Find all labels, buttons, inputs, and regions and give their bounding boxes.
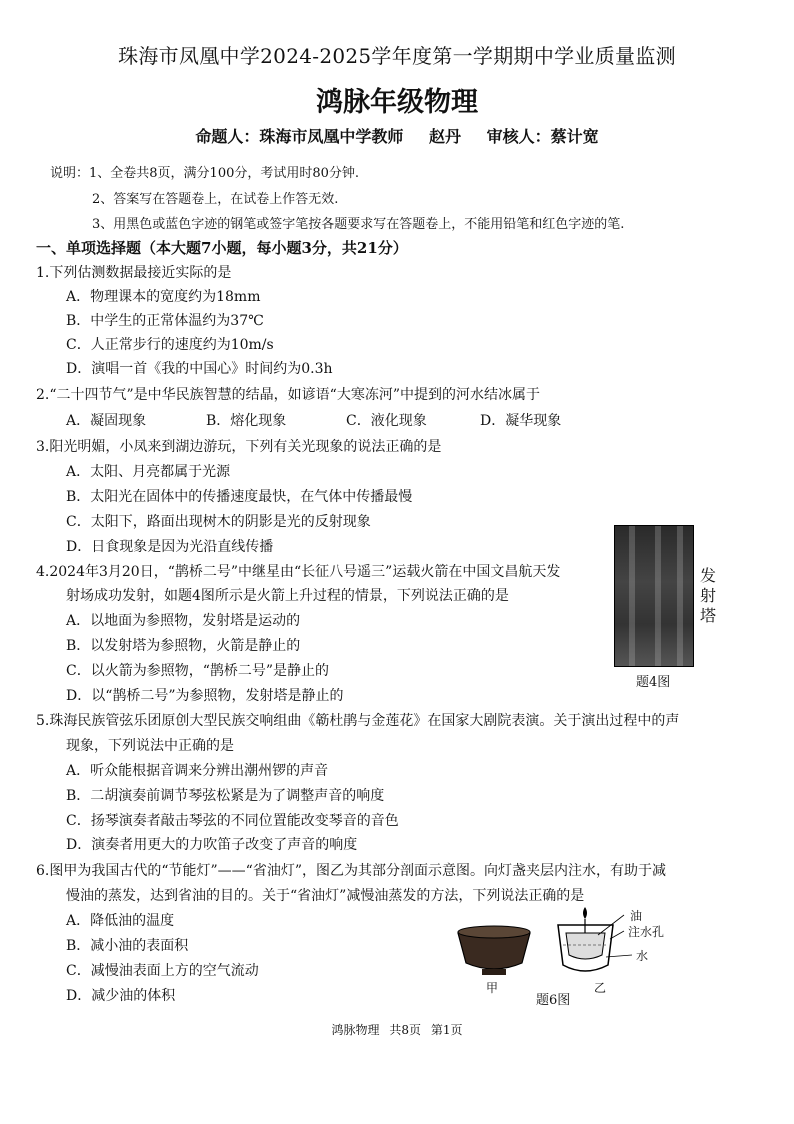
question-stem: 4.2024年3月20日，“鹊桥二号”中继星由“长征八号遥三”运载火箭在中国文昌航天发 (36, 564, 561, 580)
option: C．太阳下，路面出现树木的阴影是光的反射现象 (66, 514, 371, 530)
author-name: 赵丹 (428, 127, 461, 146)
section-heading: 一、单项选择题（本大题7小题，每小题3分，共21分） (36, 239, 408, 257)
lamp-rim (458, 926, 530, 938)
rocket-launch-photo (614, 525, 694, 667)
option: C．以火箭为参照物，“鹊桥二号”是静止的 (66, 663, 330, 679)
option: B．减小油的表面积 (66, 938, 189, 954)
question-stem-cont: 慢油的蒸发，达到省油的目的。关于“省油灯”减慢油蒸发的方法，下列说法正确的是 (66, 888, 585, 904)
footer-total: 共8页 (389, 1023, 421, 1037)
exam-subtitle: 鸿脉年级物理 (316, 87, 478, 118)
authors-line (0, 124, 794, 147)
option: D．减少油的体积 (66, 988, 176, 1004)
option: C．液化现象 (346, 413, 427, 429)
question-stem: 2.“二十四节气”是中华民族智慧的结晶，如谚语“大寒冻河”中提到的河水结冰属于 (36, 387, 540, 403)
option: B．以发射塔为参照物，火箭是静止的 (66, 638, 301, 654)
figure-6 (448, 905, 708, 1008)
option: D．以“鹊桥二号”为参照物，发射塔是静止的 (66, 688, 344, 704)
note-3: 3、用黑色或蓝色字迹的钢笔或签字笔按各题要求写在答题卷上，不能用铅笔和红色字迹的笔. (92, 217, 625, 232)
option: A．听众能根据音调来分辨出潮州锣的声音 (66, 763, 329, 779)
reviewer: 审核人：蔡计宽 (486, 127, 599, 146)
page-footer (0, 1021, 794, 1038)
water-label: 水 (636, 949, 649, 963)
launch-tower-label: 发射塔 (700, 566, 717, 625)
footer-title: 鸿脉物理 (331, 1023, 380, 1037)
question-stem: 5.珠海民族管弦乐团原创大型民族交响组曲《簕杜鹃与金莲花》在国家大剧院表演。关于演出过程中的声 (36, 713, 680, 729)
figure-jia-label: 甲 (486, 981, 499, 995)
option: D．演唱一首《我的中国心》时间约为0.3h (66, 361, 333, 377)
oil-label: 油 (630, 909, 643, 923)
footer-page: 第1页 (430, 1023, 463, 1037)
question-stem-cont: 现象，下列说法中正确的是 (66, 738, 234, 754)
exam-title: 珠海市凤凰中学2024-2025学年度第一学期期中学业质量监测 (118, 44, 676, 68)
option: A．降低油的温度 (66, 913, 175, 929)
option: A．凝固现象 (66, 413, 147, 429)
option: A．物理课本的宽度约为18mm (66, 289, 261, 305)
option: A．以地面为参照物，发射塔是运动的 (66, 613, 301, 629)
note-2: 2、答案写在答题卷上，在试卷上作答无效. (92, 192, 339, 207)
option: A．太阳、月亮都属于光源 (66, 464, 231, 480)
figure-4-caption: 题4图 (636, 675, 671, 690)
option: D．凝华现象 (480, 413, 562, 429)
option: B．中学生的正常体温约为37℃ (66, 313, 264, 329)
option: C．扬琴演奏者敲击琴弦的不同位置能改变琴音的音色 (66, 813, 399, 829)
figure-yi-label: 乙 (594, 981, 607, 995)
option: D．日食现象是因为光沿直线传播 (66, 539, 274, 555)
flame-icon (583, 907, 587, 919)
note-1: 说明：1、全卷共8页，满分100分，考试用时80分钟. (50, 166, 360, 181)
lamp-base (482, 969, 506, 975)
author-label: 命题人：珠海市凤凰中学教师 (195, 127, 404, 146)
question-stem: 3.阳光明媚，小凤来到湖边游玩，下列有关光现象的说法正确的是 (36, 439, 442, 455)
question-stem: 1.下列估测数据最接近实际的是 (36, 265, 232, 281)
lamp-inner-bowl (566, 933, 605, 959)
option: B．太阳光在固体中的传播速度最快，在气体中传播最慢 (66, 489, 413, 505)
hole-label: 注水孔 (628, 925, 665, 939)
option: D．演奏者用更大的力吹笛子改变了声音的响度 (66, 837, 358, 853)
option: B．二胡演奏前调节琴弦松紧是为了调整声音的响度 (66, 788, 385, 804)
option: C．减慢油表面上方的空气流动 (66, 963, 259, 979)
option: C．人正常步行的速度约为10m/s (66, 337, 274, 353)
question-stem-cont: 射场成功发射，如题4图所示是火箭上升过程的情景，下列说法正确的是 (66, 588, 509, 604)
option: B．熔化现象 (206, 413, 287, 429)
question-stem: 6.图甲为我国古代的“节能灯”——“省油灯”，图乙为其部分剖面示意图。向灯盏夹层内注水，有助于减 (36, 863, 666, 879)
figure-6-caption: 题6图 (536, 993, 571, 1008)
